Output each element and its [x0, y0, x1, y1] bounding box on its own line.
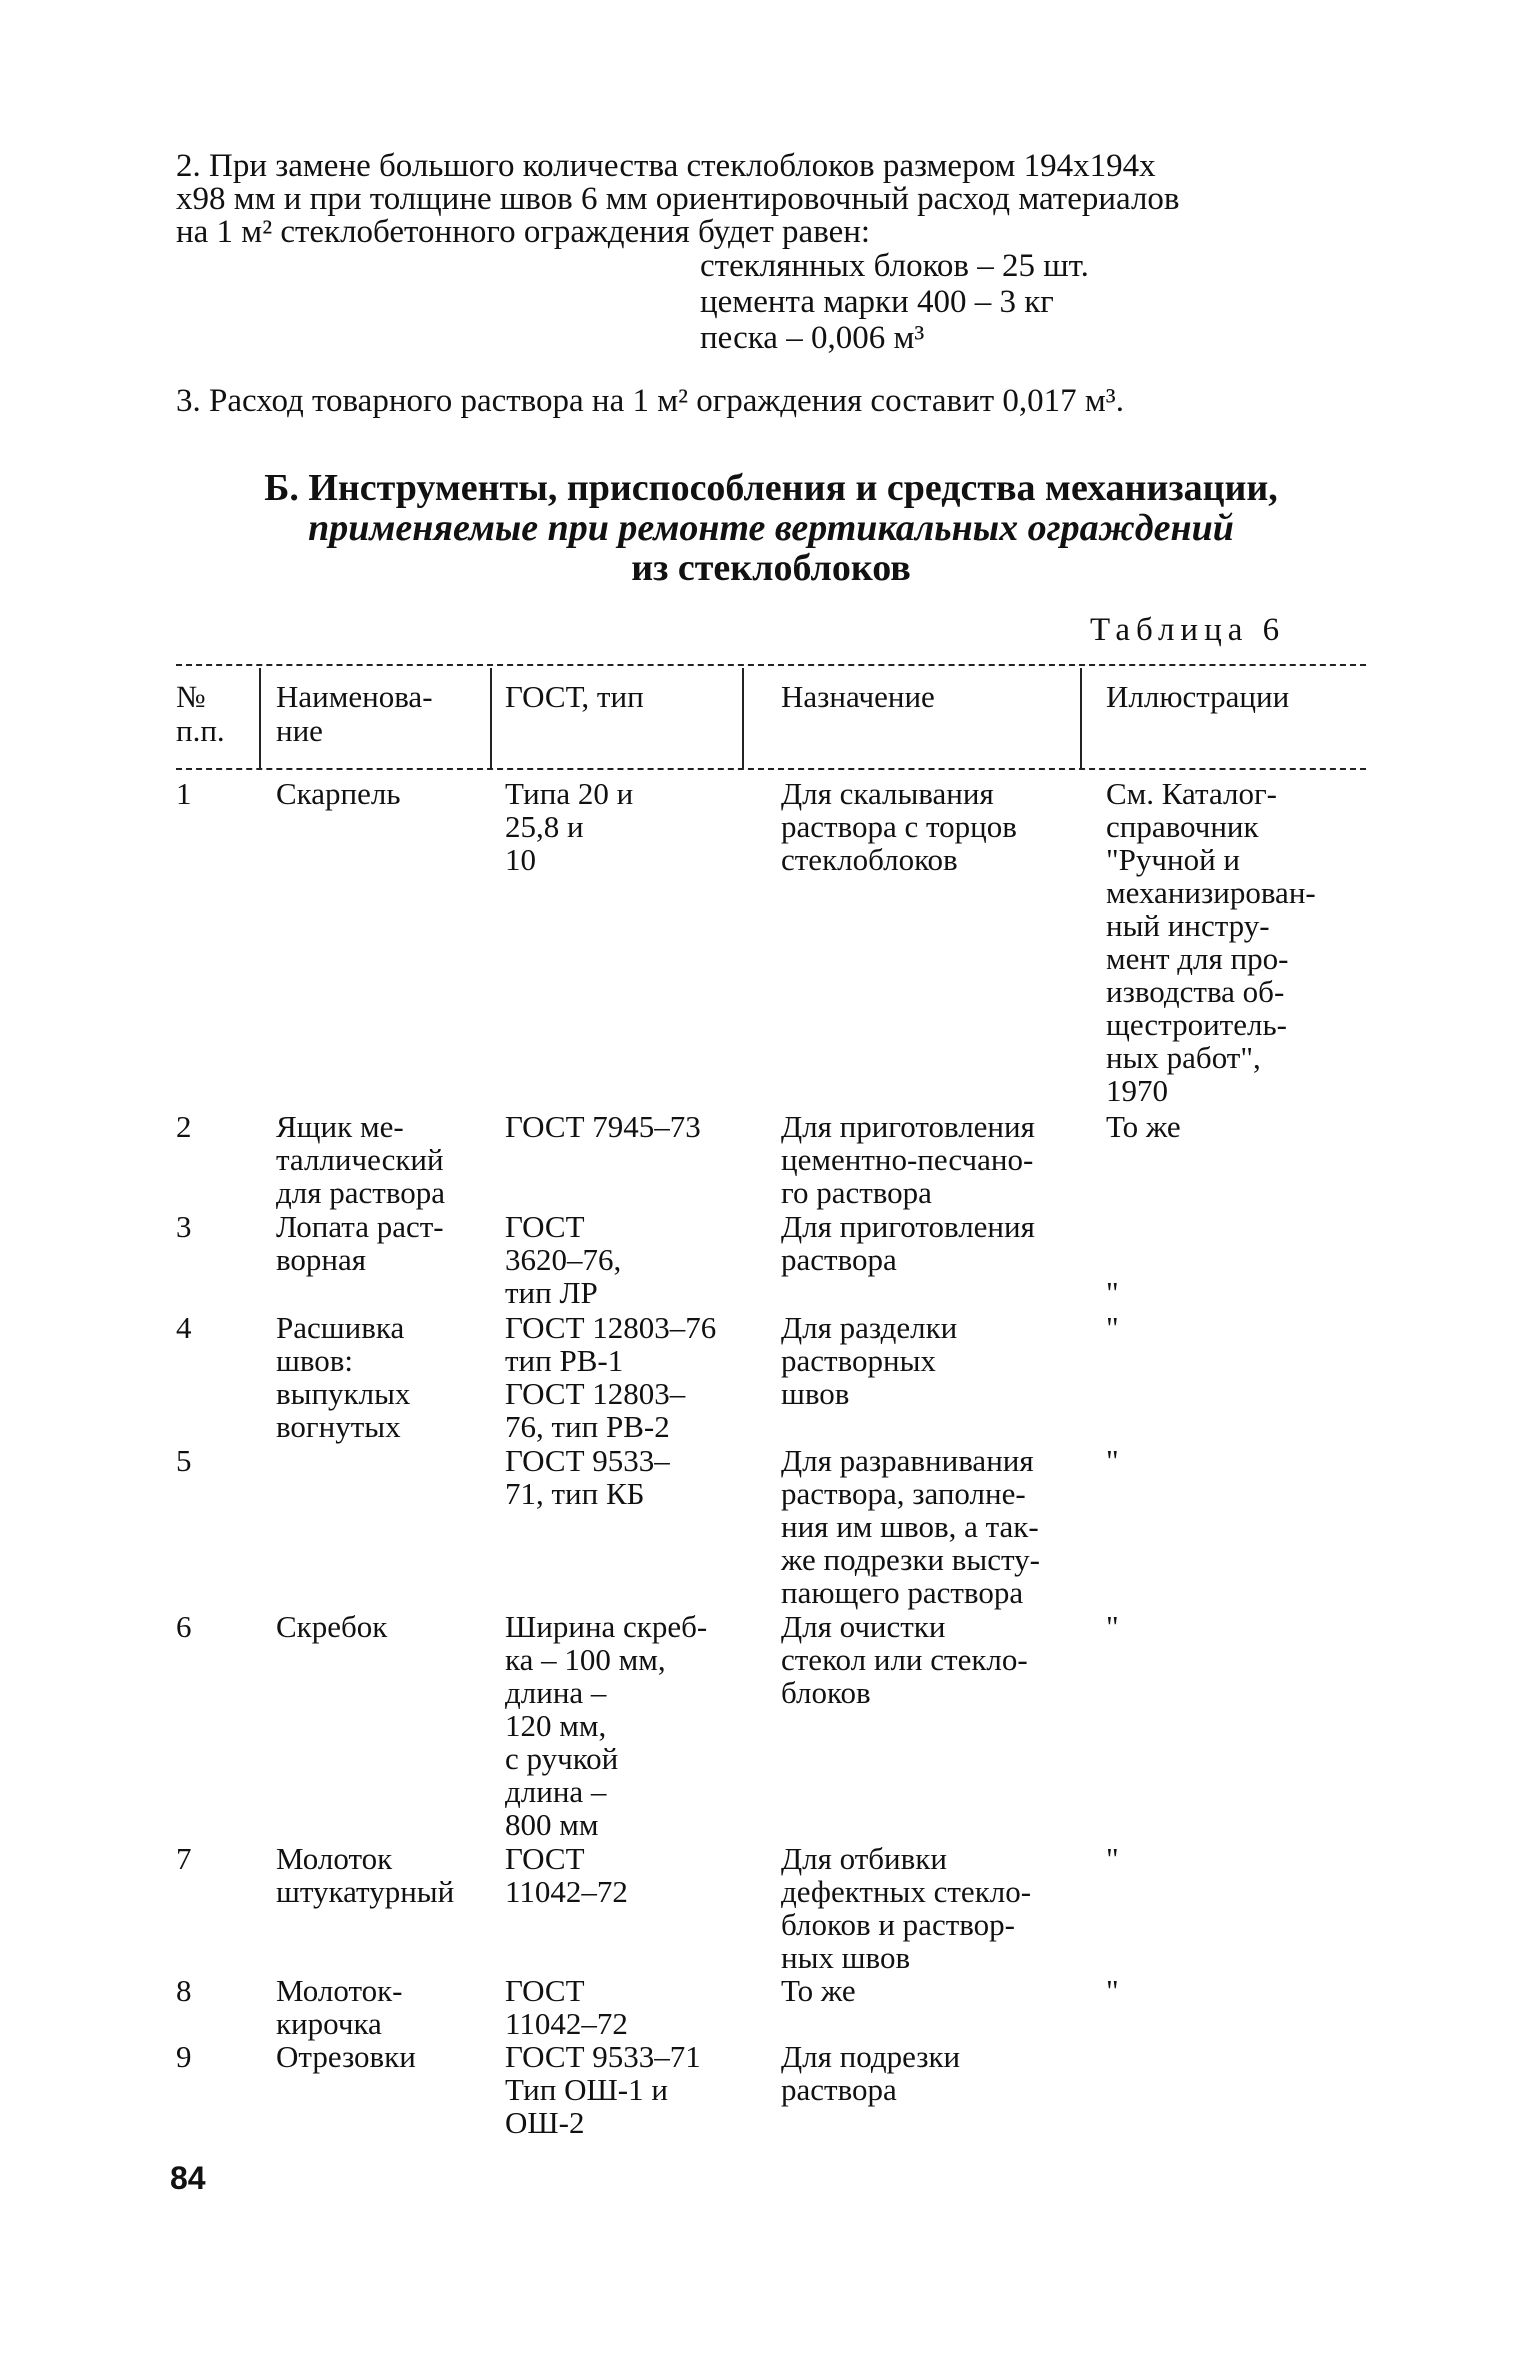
- paragraph-2-line-2: х98 мм и при толщине швов 6 мм ориентировочный расход материалов: [176, 181, 1180, 217]
- header-name: Наименова- ние: [276, 679, 433, 748]
- row-num: 6: [176, 1609, 192, 1644]
- table-caption: Таблица 6: [1090, 612, 1286, 648]
- header-illustrations: Иллюстрации: [1106, 679, 1290, 714]
- row-num: 3: [176, 1209, 192, 1244]
- row-gost: ГОСТ 3620–76, тип ЛР: [505, 1209, 622, 1310]
- paragraph-2-line-3: на 1 м² стеклобетонного ограждения будет равен:: [176, 214, 871, 250]
- paragraph-3: [176, 385, 1376, 418]
- row-name: Скарпель: [276, 776, 401, 811]
- row-illustrations: ": [1106, 1973, 1119, 2008]
- row-num: 5: [176, 1443, 192, 1478]
- row-gost: ГОСТ 7945–73: [505, 1109, 701, 1144]
- header-divider: [1080, 668, 1082, 768]
- paragraph-2-line-1: 2. При замене большого количества стеклоблоков размером 194х194х: [176, 148, 1156, 184]
- section-title-line-2: применяемые при ремонте вертикальных ограждений: [308, 507, 1234, 549]
- header-divider: [259, 668, 261, 768]
- row-num: 2: [176, 1109, 192, 1144]
- row-illustrations: ": [1106, 1310, 1119, 1345]
- row-num: 1: [176, 776, 192, 811]
- row-name: Лопата раст- ворная: [276, 1209, 444, 1277]
- row-gost: ГОСТ 12803–76 тип РВ-1 ГОСТ 12803– 76, тип РВ-2: [505, 1310, 717, 1444]
- material-item: песка – 0,006 м³: [700, 320, 925, 356]
- row-purpose: Для скалывания раствора с торцов стеклоблоков: [781, 776, 1017, 877]
- section-title-line-1: Б. Инструменты, приспособления и средства механизации,: [264, 467, 1278, 509]
- row-name: Скребок: [276, 1609, 388, 1644]
- row-illustrations: То же: [1106, 1109, 1181, 1144]
- header-purpose: Назначение: [781, 679, 935, 714]
- paragraph-2: [176, 150, 1376, 249]
- materials-list: [700, 248, 1089, 356]
- row-num: 8: [176, 1973, 192, 2008]
- row-purpose: Для отбивки дефектных стекло- блоков и раствор- ных швов: [781, 1841, 1032, 1975]
- table-header-bottom-rule: [176, 768, 1366, 770]
- row-gost: ГОСТ 9533– 71, тип КБ: [505, 1443, 670, 1511]
- header-divider: [490, 668, 492, 768]
- row-gost: ГОСТ 11042–72: [505, 1973, 628, 2041]
- row-purpose: То же: [781, 1973, 856, 2008]
- row-illustrations: ": [1106, 1443, 1119, 1478]
- row-name: Отрезовки: [276, 2039, 416, 2074]
- row-name: Ящик ме- таллический для раствора: [276, 1109, 446, 1210]
- row-purpose: Для подрезки раствора: [781, 2039, 961, 2107]
- row-illustrations: ": [1106, 1841, 1119, 1876]
- row-name: Молоток штукатурный: [276, 1841, 455, 1909]
- row-purpose: Для разделки растворных швов: [781, 1310, 958, 1411]
- paragraph-3-text: 3. Расход товарного раствора на 1 м² ограждения составит 0,017 м³.: [176, 383, 1124, 419]
- row-num: 7: [176, 1841, 192, 1876]
- row-gost: ГОСТ 9533–71 Тип ОШ-1 и ОШ-2: [505, 2039, 701, 2140]
- row-purpose: Для приготовления цементно-песчано- го раствора: [781, 1109, 1035, 1210]
- material-item: цемента марки 400 – 3 кг: [700, 284, 1054, 320]
- row-illustrations: См. Каталог- справочник "Ручной и механизирован- ный инстру- мент для про- изводства об- щестроитель- ных работ", 1970: [1106, 776, 1316, 1108]
- row-purpose: Для очистки стекол или стекло- блоков: [781, 1609, 1028, 1710]
- material-item: стеклянных блоков – 25 шт.: [700, 248, 1089, 284]
- row-gost: Типа 20 и 25,8 и 10: [505, 776, 634, 877]
- row-purpose: Для приготовления раствора: [781, 1209, 1035, 1277]
- section-title: [176, 468, 1366, 588]
- page-number: 84: [170, 2160, 206, 2196]
- row-num: 9: [176, 2039, 192, 2074]
- row-purpose: Для разравнивания раствора, заполне- ния им швов, а так- же подрезки высту- пающего раствора: [781, 1443, 1040, 1610]
- table-top-rule: [176, 664, 1366, 666]
- row-name: Расшивка швов: выпуклых вогнутых: [276, 1310, 411, 1444]
- header-divider: [742, 668, 744, 768]
- row-illustrations: ": [1106, 1275, 1119, 1310]
- row-name: Молоток- кирочка: [276, 1973, 403, 2041]
- header-gost: ГОСТ, тип: [505, 679, 644, 714]
- row-gost: Ширина скреб- ка – 100 мм, длина – 120 мм, с ручкой длина – 800 мм: [505, 1609, 708, 1842]
- header-num: № п.п.: [176, 679, 225, 748]
- row-gost: ГОСТ 11042–72: [505, 1841, 628, 1909]
- row-illustrations: ": [1106, 1609, 1119, 1644]
- row-num: 4: [176, 1310, 192, 1345]
- section-title-line-3: из стеклоблоков: [631, 547, 911, 589]
